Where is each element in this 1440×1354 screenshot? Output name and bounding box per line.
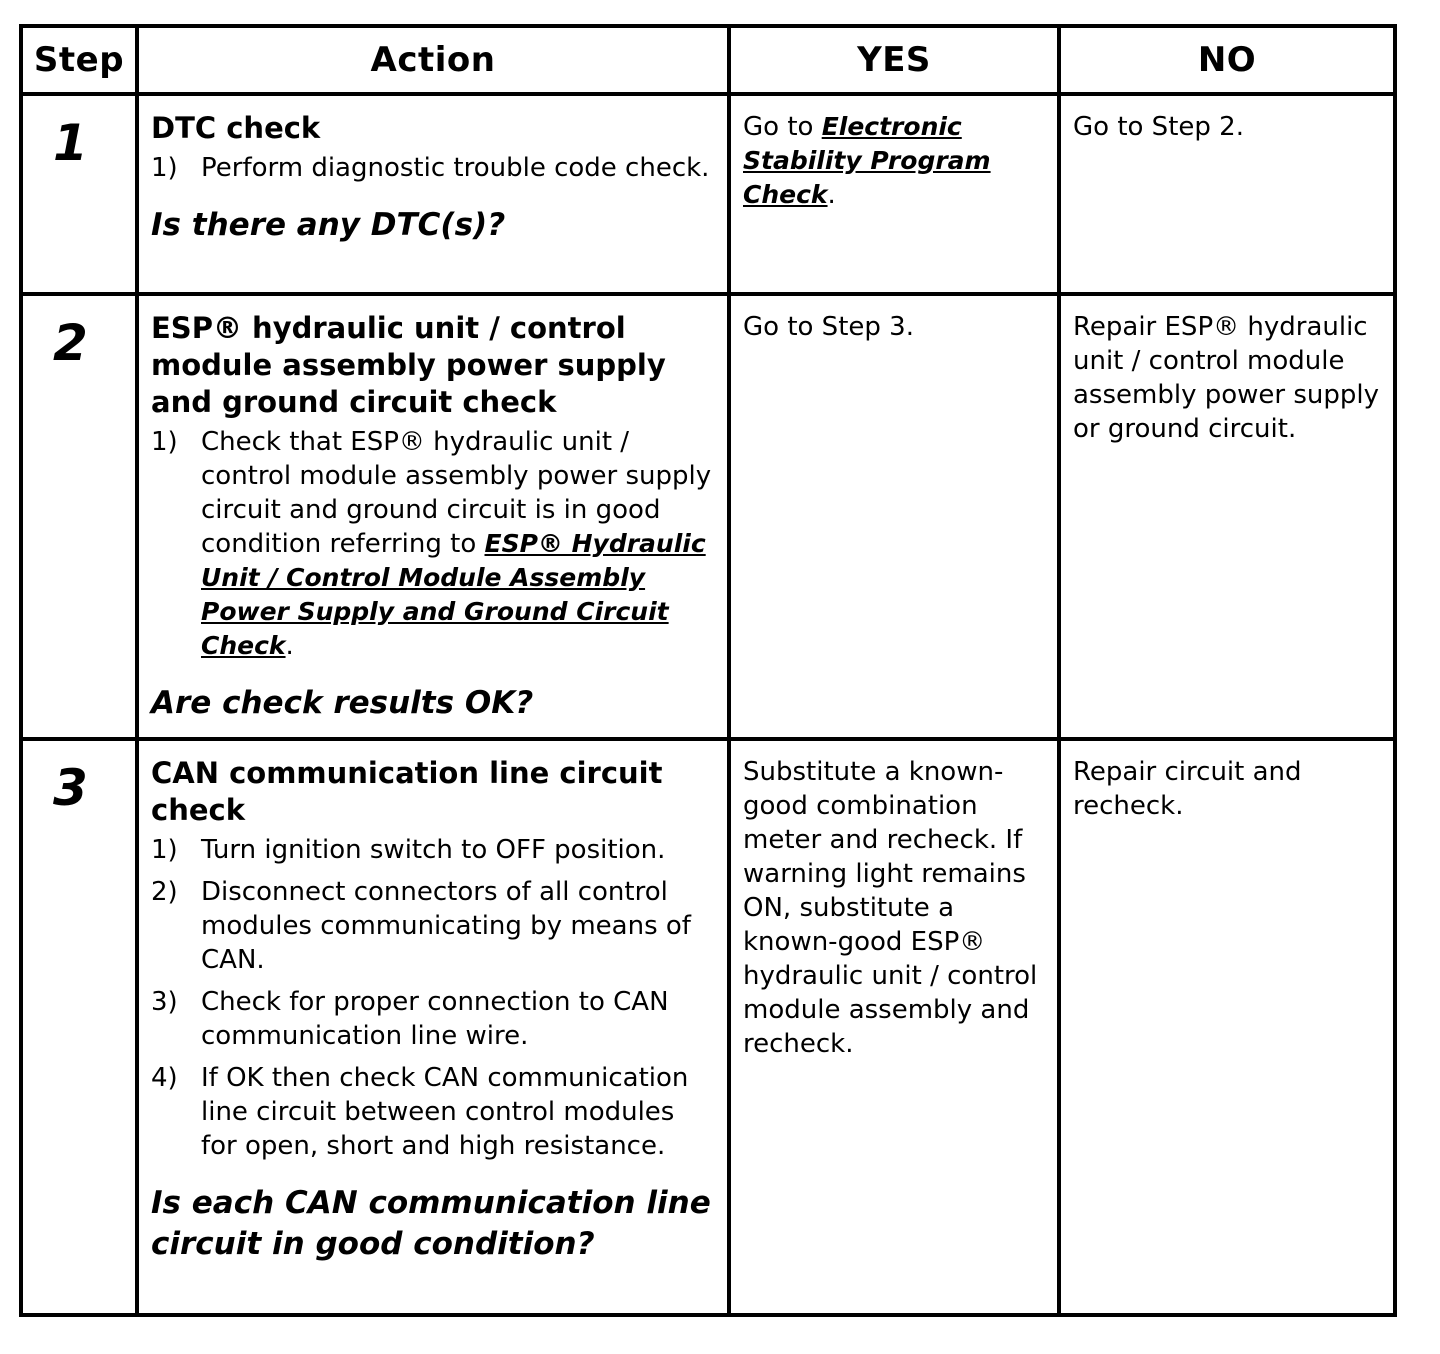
no-text: Repair ESP® hydraulic unit / control module assembly power supply or ground circuit. [1073,312,1379,444]
item-number: 1) [151,153,178,183]
header-row [21,26,1395,94]
yes-prefix: Go to [743,112,822,142]
item-number: 1) [151,427,178,457]
yes-text: Substitute a known-good combination meter and recheck. If warning light remains ON, substitute a known-good ESP® hydraulic unit / control module assembly and recheck. [743,757,1038,1059]
action-title: ESP® hydraulic unit / control module assembly power supply and ground circuit check [151,311,666,419]
header-action: Action [137,26,729,94]
header-no: NO [1059,26,1395,94]
yes-text: Go to Step 3. [743,312,914,342]
action-cell [137,94,729,294]
power-supply-check-link[interactable]: ESP® Hydraulic Unit / Control Module Assembly Power Supply and Ground Circuit Check [201,529,706,660]
step-number: 1 [53,114,88,172]
action-steps [151,425,715,663]
yes-cell [729,94,1059,294]
step-cell [21,294,137,739]
item-text: Disconnect connectors of all control modules communicating by means of CAN. [201,877,691,975]
item-text: If OK then check CAN communication line circuit between control modules for open, short and high resistance. [201,1063,689,1161]
table-row-step-3 [21,739,1395,1315]
table-row-step-1 [21,94,1395,294]
diagnostic-table [19,24,1397,1317]
list-item [151,425,715,663]
step-number: 2 [53,314,88,372]
item-text: Turn ignition switch to OFF position. [201,835,666,865]
item-text-suffix: . [285,631,294,661]
esp-check-link[interactable]: Electronic Stability Program Check [743,112,991,209]
header-step: Step [21,26,137,94]
step-cell [21,94,137,294]
action-cell [137,739,729,1315]
no-text: Go to Step 2. [1073,112,1244,142]
item-number: 3) [151,987,178,1017]
item-text-body: Check that ESP® hydraulic unit / control module assembly power supply circuit and ground circuit is in good condition referring to [201,427,712,559]
list-item [151,1061,715,1163]
yes-cell [729,294,1059,739]
item-text: Perform diagnostic trouble code check. [201,153,710,183]
yes-suffix: . [827,180,836,210]
list-item [151,875,715,977]
step-number: 3 [53,759,88,817]
yes-text [731,96,1057,222]
action-question: Is there any DTC(s)? [151,207,506,243]
item-text: Check for proper connection to CAN communication line wire. [201,987,669,1051]
action-question: Are check results OK? [151,685,534,721]
action-cell [137,294,729,739]
list-item [151,985,715,1053]
item-number: 4) [151,1063,178,1093]
list-item [151,151,715,185]
no-text: Repair circuit and recheck. [1073,757,1302,821]
action-steps [151,151,715,185]
action-title: CAN communication line circuit check [151,756,663,827]
item-text [201,425,715,663]
yes-cell [729,739,1059,1315]
action-steps [151,833,715,1163]
table-row-step-2 [21,294,1395,739]
header-yes: YES [729,26,1059,94]
no-cell [1059,739,1395,1315]
item-number: 2) [151,877,178,907]
no-cell [1059,94,1395,294]
no-cell [1059,294,1395,739]
action-question: Is each CAN communication line circuit in good condition? [151,1185,711,1262]
list-item [151,833,715,867]
step-cell [21,739,137,1315]
item-number: 1) [151,835,178,865]
action-title: DTC check [151,111,321,145]
